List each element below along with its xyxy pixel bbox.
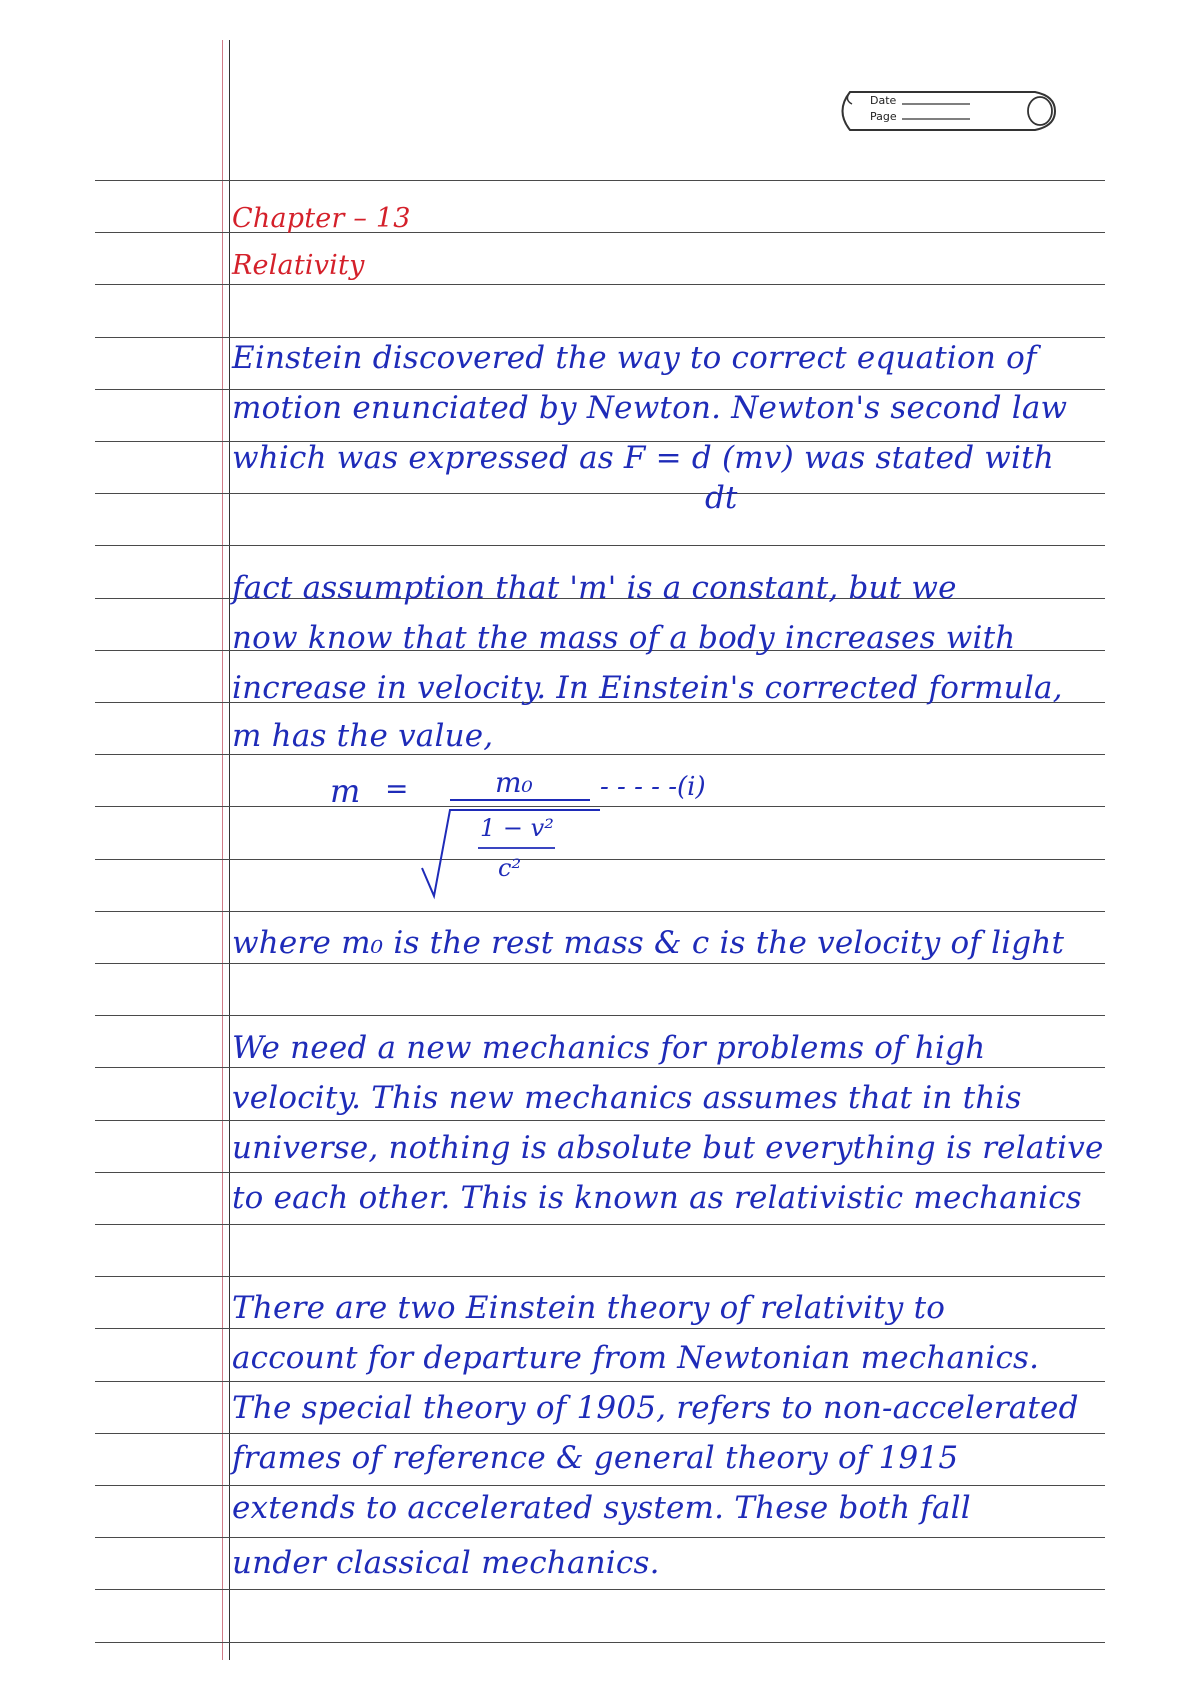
ruled-line [95, 1172, 1105, 1173]
margin-line-red [222, 40, 223, 1660]
text-line: where m₀ is the rest mass & c is the velocity of light [232, 925, 1065, 961]
ruled-line [95, 1067, 1105, 1068]
formula-lhs: m [330, 772, 361, 810]
text-line: We need a new mechanics for problems of high [232, 1030, 986, 1066]
page-label: Page [870, 110, 897, 123]
formula-tag: - - - - -(i) [600, 772, 706, 802]
ruled-line [95, 1642, 1105, 1643]
text-line: Einstein discovered the way to correct equation of [232, 340, 1037, 376]
ruled-line [95, 963, 1105, 964]
formula-inner-denominator: c² [498, 854, 522, 882]
ruled-line [95, 1433, 1105, 1434]
date-page-box [830, 82, 1065, 140]
text-line: The special theory of 1905, refers to non-accelerated [232, 1390, 1079, 1426]
margin-line [229, 40, 230, 1660]
ruled-line [95, 1276, 1105, 1277]
text-line: universe, nothing is absolute but everything is relative [232, 1130, 1104, 1166]
text-line: frames of reference & general theory of 1915 [232, 1440, 959, 1476]
fraction-denominator: dt [705, 480, 738, 516]
ruled-line [95, 1381, 1105, 1382]
ruled-line [95, 1589, 1105, 1590]
ruled-line [95, 1015, 1105, 1016]
ruled-line [95, 911, 1105, 912]
scroll-banner-icon [830, 82, 1065, 140]
text-line: account for departure from Newtonian mechanics. [232, 1340, 1040, 1376]
ruled-line [95, 1485, 1105, 1486]
formula-numerator: m₀ [495, 766, 533, 799]
text-line: fact assumption that 'm' is a constant, but we [232, 570, 957, 606]
ruled-line [95, 1224, 1105, 1225]
formula-equals: = [385, 772, 409, 805]
text-line: under classical mechanics. [232, 1545, 660, 1581]
text-line: velocity. This new mechanics assumes that in this [232, 1080, 1022, 1116]
ruled-line [95, 545, 1105, 546]
ruled-line [95, 1120, 1105, 1121]
ruled-line [95, 754, 1105, 755]
text-line: m has the value, [232, 718, 494, 754]
ruled-line [95, 180, 1105, 181]
ruled-line [95, 493, 1105, 494]
mass-formula [330, 766, 750, 900]
text-line: to each other. This is known as relativistic mechanics [232, 1180, 1082, 1216]
ruled-line [95, 1537, 1105, 1538]
text-line: which was expressed as F = d (mv) was stated with [232, 440, 1054, 476]
ruled-line [95, 284, 1105, 285]
text-line: There are two Einstein theory of relativity to [232, 1290, 946, 1326]
text-line: extends to accelerated system. These both fall [232, 1490, 971, 1526]
text-line: motion enunciated by Newton. Newton's second law [232, 390, 1068, 426]
text-line: increase in velocity. In Einstein's corrected formula, [232, 670, 1063, 706]
topic-title: Relativity [232, 250, 365, 281]
ruled-line [95, 337, 1105, 338]
chapter-title: Chapter – 13 [232, 203, 411, 234]
date-label: Date [870, 94, 897, 107]
ruled-line [95, 1328, 1105, 1329]
formula-inner-numerator: 1 − v² [480, 814, 554, 842]
text-line: now know that the mass of a body increases with [232, 620, 1016, 656]
